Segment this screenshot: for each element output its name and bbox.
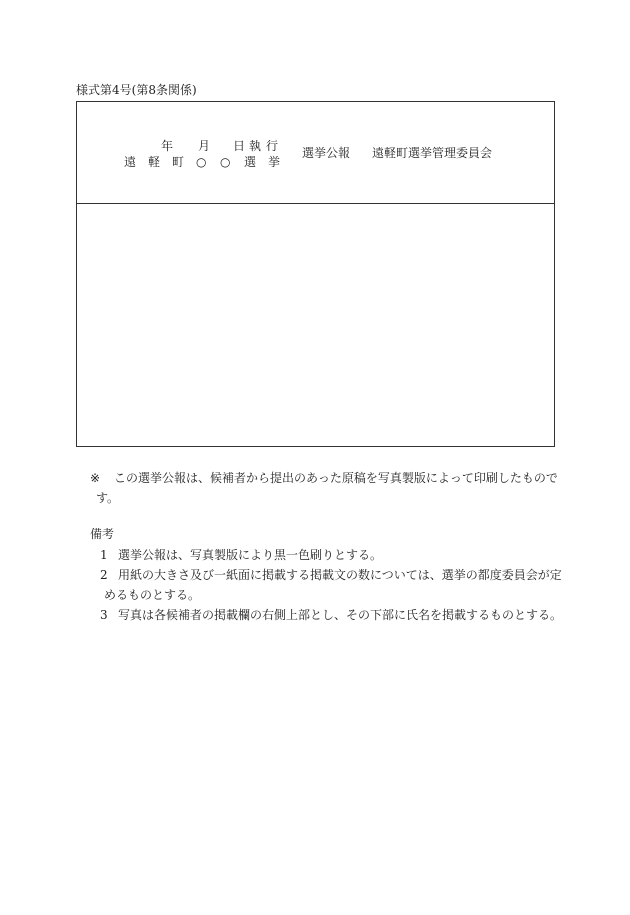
remark-number: 2	[100, 568, 108, 582]
place-char: 選	[244, 155, 257, 169]
place-char: 遠	[124, 155, 137, 169]
date-exec: 執	[249, 139, 262, 153]
election-bulletin-form	[76, 101, 555, 447]
form-number-label: 様式第4号(第8条関係)	[76, 83, 197, 97]
place-char: 挙	[268, 155, 281, 169]
remark-number: 1	[100, 548, 108, 562]
remark-line-1: 選挙公報は、写真製版により黒一色刷りとする。	[118, 548, 383, 562]
bulletin-content-area	[77, 204, 554, 446]
date-day: 日	[233, 139, 246, 153]
place-char: ○	[196, 155, 207, 169]
notice-line-2: す。	[96, 491, 120, 505]
remark-line-1: 用紙の大きさ及び一紙面に掲載する掲載文の数については、選挙の都度委員会が定	[118, 568, 562, 582]
remarks-heading: 備考	[90, 527, 115, 541]
remark-number: 3	[100, 608, 108, 622]
date-month: 月	[198, 139, 211, 153]
issuer-name: 遠軽町選挙管理委員会	[372, 146, 493, 160]
bulletin-title: 選挙公報	[302, 146, 351, 160]
date-exec2: 行	[266, 139, 279, 153]
place-char: 町	[172, 155, 185, 169]
place-char: 軽	[148, 155, 161, 169]
date-year: 年	[161, 139, 174, 153]
notice-line-1: この選挙公報は、候補者から提出のあった原稿を写真製版によって印刷したもので	[114, 471, 558, 485]
remark-line-1: 写真は各候補者の掲載欄の右側上部とし、その下部に氏名を掲載するものとする。	[118, 608, 563, 622]
place-char: ○	[220, 155, 231, 169]
reference-mark: ※	[90, 471, 101, 485]
remark-line-2: めるものとする。	[104, 588, 201, 602]
